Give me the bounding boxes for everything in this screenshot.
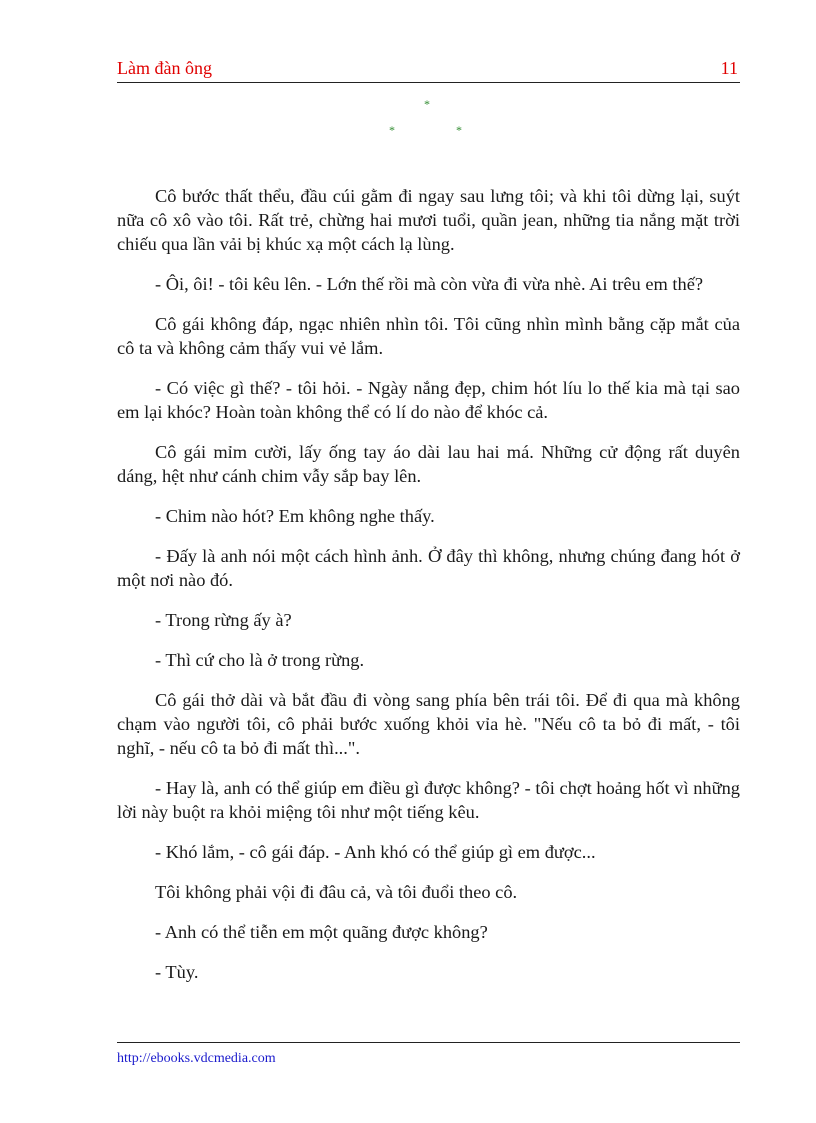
separator-star-right: * (456, 123, 462, 137)
paragraph: - Chim nào hót? Em không nghe thấy. (155, 506, 435, 526)
page-header (117, 58, 740, 83)
paragraph: Cô gái không đáp, ngạc nhiên nhìn tôi. Tôi cũng nhìn mình bằng cặp mắt của cô ta và không cảm thấy vui vẻ lắm. (117, 314, 740, 358)
paragraph: - Hay là, anh có thể giúp em điều gì được không? - tôi chợt hoảng hốt vì những lời này buột ra khỏi miệng tôi như một tiếng kêu. (117, 778, 740, 822)
separator-star-top: * (424, 97, 430, 111)
paragraph: - Khó lắm, - cô gái đáp. - Anh khó có thể giúp gì em được... (155, 842, 596, 862)
page-number: 11 (720, 58, 738, 78)
paragraph: - Có việc gì thế? - tôi hỏi. - Ngày nắng đẹp, chim hót líu lo thế kia mà tại sao em lại khóc? Hoàn toàn không thể có lí do nào để khóc cả. (117, 378, 740, 422)
paragraph: Cô gái mỉm cười, lấy ống tay áo dài lau hai má. Những cử động rất duyên dáng, hệt như cánh chim vẫy sắp bay lên. (117, 442, 740, 486)
paragraph: - Anh có thể tiễn em một quãng được không? (155, 922, 488, 942)
paragraph: Tôi không phải vội đi đâu cả, và tôi đuổi theo cô. (155, 882, 518, 902)
book-title: Làm đàn ông (117, 58, 212, 78)
paragraph: - Ôi, ôi! - tôi kêu lên. - Lớn thế rồi mà còn vừa đi vừa nhè. Ai trêu em thế? (155, 274, 704, 294)
chapter-body (117, 184, 740, 1000)
separator-star-left: * (389, 123, 395, 137)
paragraph: - Tùy. (155, 962, 199, 982)
page-footer (117, 1042, 740, 1067)
paragraph: - Thì cứ cho là ở trong rừng. (155, 650, 365, 670)
paragraph: - Đấy là anh nói một cách hình ảnh. Ở đây thì không, nhưng chúng đang hót ở một nơi nào đó. (117, 546, 740, 590)
paragraph: Cô bước thất thểu, đầu cúi gằm đi ngay sau lưng tôi; và khi tôi dừng lại, suýt nữa cô xô vào tôi. Rất trẻ, chừng hai mươi tuổi, quần jean, những tia nắng mặt trời chiếu qua lần vải bị khúc xạ một cách lạ lùng. (117, 186, 740, 254)
paragraph: - Trong rừng ấy à? (155, 610, 292, 630)
paragraph: Cô gái thở dài và bắt đầu đi vòng sang phía bên trái tôi. Để đi qua mà không chạm vào người tôi, cô phải bước xuống khỏi vỉa hè. "Nếu cô ta bỏ đi mất, - tôi nghĩ, - nếu cô ta bỏ đi mất thì...". (117, 690, 740, 758)
footer-link[interactable]: http://ebooks.vdcmedia.com (117, 1051, 276, 1066)
